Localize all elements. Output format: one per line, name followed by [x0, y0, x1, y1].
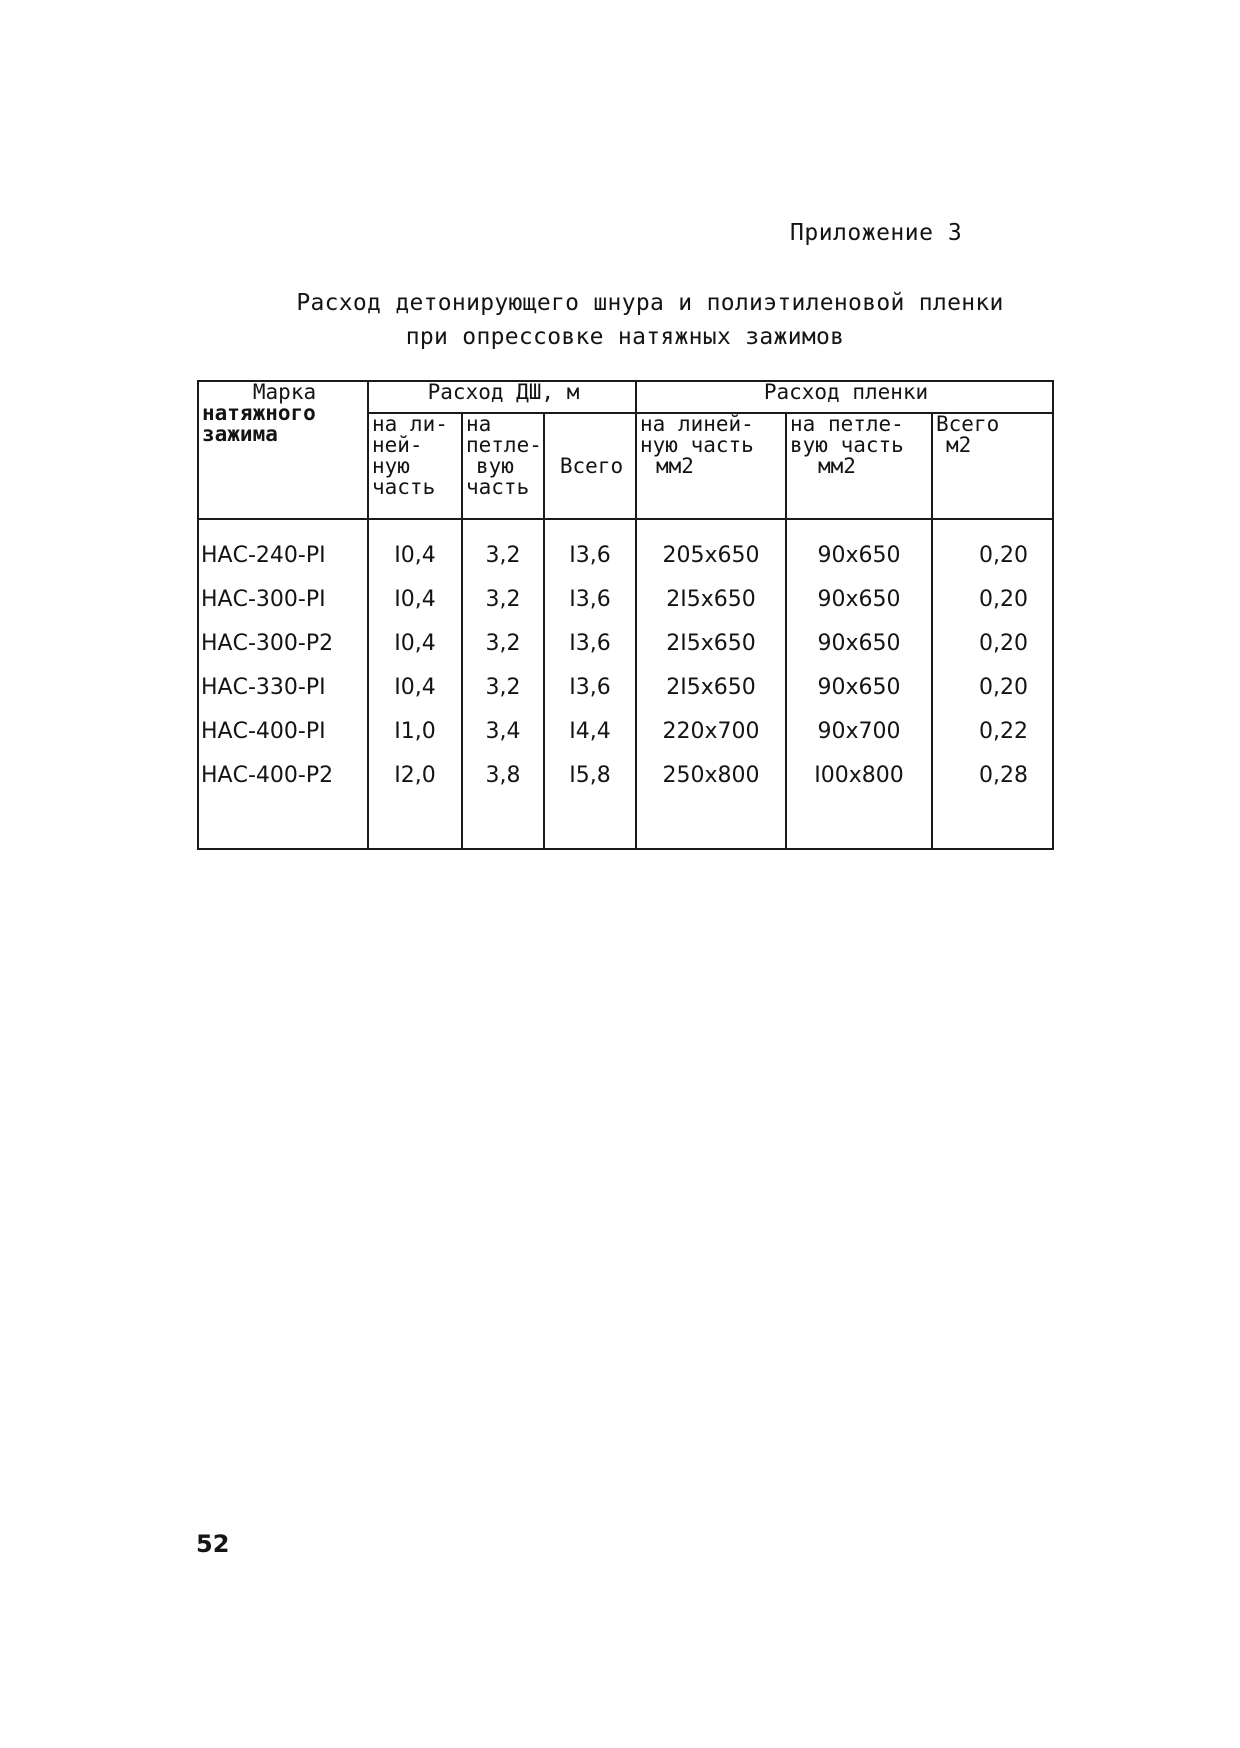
header-group-ds: Расход ДШ, м [368, 381, 636, 413]
appendix-label: Приложение 3 [790, 220, 963, 246]
header-mark [198, 381, 368, 519]
cell-empty [544, 798, 636, 849]
table-row [198, 578, 1053, 622]
header-film-loop-line-3: мм2 [818, 454, 856, 478]
cell-film-linear: 205x650 [636, 519, 786, 578]
table-row [198, 666, 1053, 710]
cell-ds-linear: I1,0 [368, 710, 462, 754]
table-row [198, 622, 1053, 666]
cell-empty [462, 798, 544, 849]
cell-empty [786, 798, 932, 849]
header-mark-line-1: Марка [252, 380, 317, 404]
cell-ds-linear: I0,4 [368, 622, 462, 666]
title-line-2: при опрессовке натяжных зажимов [405, 324, 845, 350]
cell-ds-linear: I0,4 [368, 578, 462, 622]
header-film-linear [636, 413, 786, 519]
cell-film-linear: 220x700 [636, 710, 786, 754]
header-ds-loop-line-4: часть [466, 475, 530, 499]
header-film-loop [786, 413, 932, 519]
header-ds-linear-line-2: ней- [372, 433, 423, 457]
header-ds-linear-line-3: ную [372, 454, 410, 478]
cell-ds-linear: I0,4 [368, 666, 462, 710]
cell-film-loop: 90x650 [786, 622, 932, 666]
header-ds-linear-line-4: часть [372, 475, 436, 499]
cell-mark: НАС-400-PI [198, 710, 368, 754]
table-row [198, 710, 1053, 754]
cell-film-total: 0,28 [932, 754, 1053, 798]
header-film-total-line-1: Всего [936, 412, 1000, 436]
cell-film-loop: 90x700 [786, 710, 932, 754]
cell-film-linear: 2I5x650 [636, 666, 786, 710]
cell-film-linear: 250x800 [636, 754, 786, 798]
header-film-total [932, 413, 1053, 519]
header-ds-loop-line-3: вую [476, 454, 514, 478]
table-row [198, 519, 1053, 578]
cell-film-total: 0,20 [932, 666, 1053, 710]
page-number: 52 [196, 1530, 230, 1558]
cell-ds-total: I3,6 [544, 519, 636, 578]
cell-ds-total: I3,6 [544, 622, 636, 666]
header-group-film: Расход пленки [636, 381, 1053, 413]
cell-mark: НАС-300-P2 [198, 622, 368, 666]
cell-film-total: 0,20 [932, 622, 1053, 666]
header-ds-total: Всего [544, 413, 636, 519]
cell-empty [368, 798, 462, 849]
cell-film-loop: 90x650 [786, 578, 932, 622]
header-ds-linear-line-1: на ли- [372, 412, 448, 436]
header-film-linear-line-1: на линей- [640, 412, 754, 436]
document-title [200, 286, 1100, 354]
cell-ds-loop: 3,4 [462, 710, 544, 754]
cell-film-total: 0,20 [932, 519, 1053, 578]
cell-mark: НАС-330-PI [198, 666, 368, 710]
cell-ds-loop: 3,8 [462, 754, 544, 798]
header-film-linear-line-3: мм2 [656, 454, 694, 478]
cell-mark: НАС-240-PI [198, 519, 368, 578]
cell-ds-loop: 3,2 [462, 666, 544, 710]
cell-film-linear: 2I5x650 [636, 622, 786, 666]
cell-ds-total: I5,8 [544, 754, 636, 798]
cell-mark: НАС-400-P2 [198, 754, 368, 798]
title-line-1: Расход детонирующего шнура и полиэтиленовой пленки [296, 290, 1004, 316]
cell-ds-total: I4,4 [544, 710, 636, 754]
header-mark-line-3: зажима [202, 422, 278, 446]
cell-film-total: 0,22 [932, 710, 1053, 754]
cell-ds-loop: 3,2 [462, 622, 544, 666]
cell-film-loop: I00x800 [786, 754, 932, 798]
header-ds-loop-line-1: на [466, 412, 492, 436]
cell-film-loop: 90x650 [786, 519, 932, 578]
header-ds-loop [462, 413, 544, 519]
header-film-loop-line-1: на петле- [790, 412, 904, 436]
header-mark-line-2: натяжного [202, 401, 316, 425]
cell-ds-linear: I2,0 [368, 754, 462, 798]
header-ds-loop-line-2: петле- [466, 433, 542, 457]
header-film-loop-line-2: вую часть [790, 433, 904, 457]
cell-empty [198, 798, 368, 849]
cell-mark: НАС-300-PI [198, 578, 368, 622]
header-film-linear-line-2: ную часть [640, 433, 754, 457]
cell-ds-loop: 3,2 [462, 519, 544, 578]
header-ds-linear [368, 413, 462, 519]
cell-ds-linear: I0,4 [368, 519, 462, 578]
cell-empty [932, 798, 1053, 849]
cell-ds-total: I3,6 [544, 578, 636, 622]
cell-ds-total: I3,6 [544, 666, 636, 710]
cell-film-loop: 90x650 [786, 666, 932, 710]
cell-empty [636, 798, 786, 849]
header-film-total-line-2: м2 [946, 433, 972, 457]
table-row [198, 754, 1053, 798]
cell-ds-loop: 3,2 [462, 578, 544, 622]
cell-film-linear: 2I5x650 [636, 578, 786, 622]
cell-film-total: 0,20 [932, 578, 1053, 622]
table-row-empty [198, 798, 1053, 849]
consumption-table [197, 380, 1054, 850]
